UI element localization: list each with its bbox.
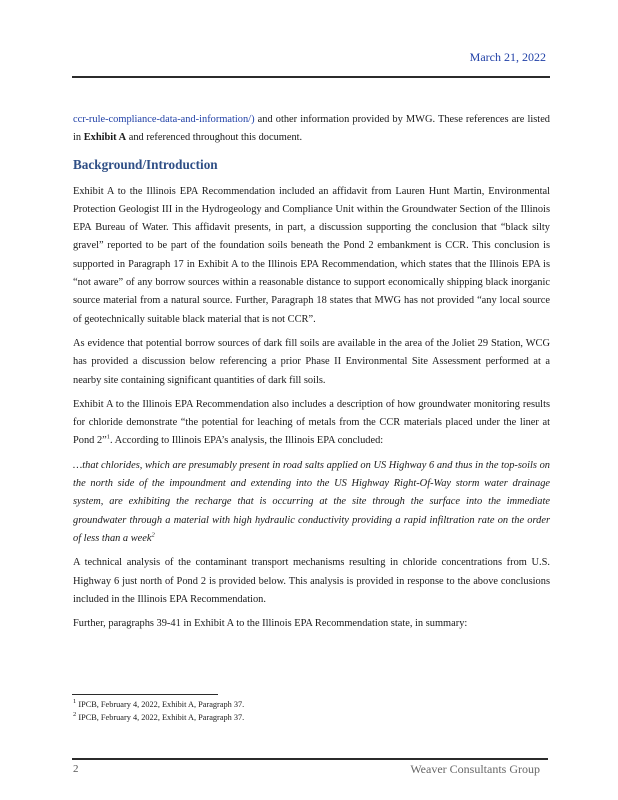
- footnote-number: 1: [73, 698, 77, 706]
- document-body: [73, 111, 550, 639]
- footnote-text: IPCB, February 4, 2022, Exhibit A, Paragraph 37.: [76, 700, 245, 709]
- paragraph-3: [73, 396, 550, 451]
- section-heading: Background/Introduction: [73, 156, 218, 172]
- paragraph-1: Exhibit A to the Illinois EPA Recommendation included an affidavit from Lauren Hunt Martin, Environmental Protection Geologist III in the Hydrogeology and Compliance Unit within the Groundwater Section of the Illinois EPA Bureau of Water. This affidavit presents, in part, a discussion supporting the conclusion that “black silty gravel” reported to be part of the foundation soils beneath the Pond 2 embankment is CCR. This conclusion is supported in Paragraph 17 in Exhibit A to the Illinois EPA Recommendation, which states that the Illinois EPA is “not aware” of any borrow sources within a reasonable distance to support economically shipping black inorganic source material from a natural source. Further, Paragraph 18 states that MWG has not provided “any local source of geotechnically suitable black material that is not CCR”.: [73, 185, 550, 325]
- footnote-item: [73, 712, 244, 725]
- paragraph-4: A technical analysis of the contaminant transport mechanisms resulting in chloride concentrations from U.S. Highway 6 just north of Pond 2 is provided below. This analysis is provided in response to the above conclusions included in the Illinois EPA Recommendation.: [73, 557, 550, 605]
- footnotes: [73, 699, 244, 724]
- intro-paragraph: [73, 111, 550, 148]
- footnote-number: 2: [73, 710, 77, 718]
- intro-text-end: and referenced throughout this document.: [126, 132, 303, 144]
- reference-link[interactable]: ccr-rule-compliance-data-and-information/): [73, 114, 255, 125]
- paragraph-5: Further, paragraphs 39-41 in Exhibit A to the Illinois EPA Recommendation state, in summary:: [73, 618, 468, 630]
- footnote-rule: [72, 694, 218, 695]
- paragraph-3-text: Exhibit A to the Illinois EPA Recommendation also includes a description of how groundwater monitoring results for chloride demonstrate “the potential for leaching of metals from the CCR materials placed under the liner at Pond 2”: [73, 398, 550, 447]
- paragraph-2: As evidence that potential borrow sources of dark fill soils are available in the area of the Joliet 29 Station, WCG has provided a discussion below referencing a prior Phase II Environmental Site Assessment performed at a nearby site containing significant quantities of dark fill soils.: [73, 337, 550, 386]
- footer-rule: [72, 758, 548, 760]
- quote-text: …that chlorides, which are presumably present in road salts applied on US Highway 6 and thus in the top-soils on the north side of the impoundment and extending into the US Highway Right-Of-Way storm water drainage system, are exhibiting the recharge that is occurring at the site through the surface into the immediate groundwater through a material with high hydraulic conductivity providing a rapid infiltration rate on the order of less than a week: [73, 459, 550, 544]
- footnote-item: [73, 699, 244, 712]
- footnote-ref-2[interactable]: 2: [151, 531, 155, 539]
- header-rule: [72, 76, 550, 78]
- header-date: March 21, 2022: [469, 50, 546, 64]
- page-number: 2: [73, 763, 79, 775]
- block-quote: [73, 457, 550, 548]
- intro-text: and other information provided by MWG. These references are listed in: [73, 114, 550, 144]
- footnote-text: IPCB, February 4, 2022, Exhibit A, Paragraph 37.: [76, 712, 245, 722]
- paragraph-3-text-end: . According to Illinois EPA’s analysis, the Illinois EPA concluded:: [110, 435, 384, 447]
- exhibit-a-ref: Exhibit A: [83, 132, 127, 144]
- company-name: Weaver Consultants Group: [410, 762, 540, 776]
- footnote-ref-1[interactable]: 1: [106, 433, 111, 441]
